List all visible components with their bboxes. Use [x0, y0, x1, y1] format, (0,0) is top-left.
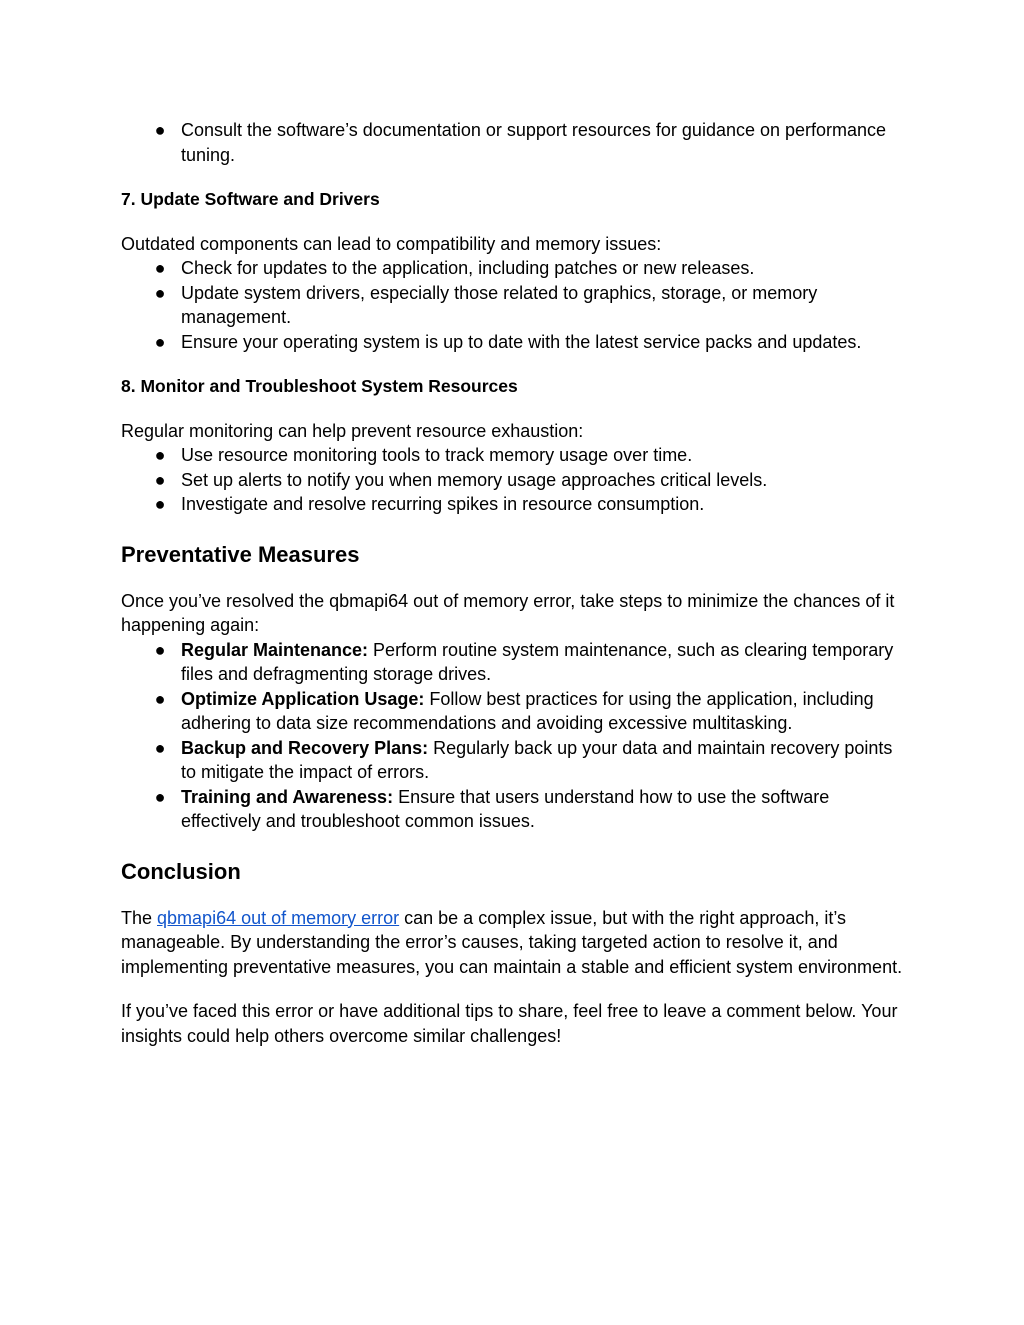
bullet-icon: ● — [154, 331, 166, 352]
section-8-heading: 8. Monitor and Troubleshoot System Resources — [121, 376, 518, 396]
bullet-icon: ● — [154, 688, 166, 709]
list-item-label: Regular Maintenance: — [181, 639, 369, 660]
list-item — [121, 785, 906, 834]
list-item-text: Perform routine system maintenance, such as clearing temporary files and defragmenting storage drives. — [181, 639, 894, 684]
conclusion-text-end: can be a complex issue, but with the right approach, it’s manageable. By understanding the error’s causes, taking targeted action to resolve it, and implementing preventative measures, you can maintain a stable and efficient system environment. — [121, 907, 903, 977]
preventative-intro: Once you’ve resolved the qbmapi64 out of memory error, take steps to minimize the chances of it happening again: — [121, 590, 895, 635]
list-item — [121, 468, 906, 493]
list-item — [121, 281, 906, 330]
conclusion-text-start: The — [121, 907, 158, 928]
section-8-list — [121, 443, 906, 517]
bullet-icon: ● — [154, 282, 166, 303]
list-item-label: Optimize Application Usage: — [181, 688, 425, 709]
list-item-text: Regularly back up your data and maintain recovery points to mitigate the impact of errors. — [181, 737, 893, 782]
list-item-text: Consult the software’s documentation or support resources for guidance on performance tuning. — [181, 120, 887, 165]
closing-paragraph: If you’ve faced this error or have additional tips to share, feel free to leave a comment below. Your insights could help others overcome similar challenges! — [121, 1001, 898, 1046]
bullet-icon: ● — [154, 258, 166, 278]
conclusion-heading: Conclusion — [121, 858, 241, 884]
section-7-list — [121, 256, 906, 354]
list-item — [121, 492, 906, 517]
section-7-heading: 7. Update Software and Drivers — [121, 189, 380, 209]
bullet-icon: ● — [154, 494, 166, 514]
list-item — [121, 330, 906, 355]
bullet-icon: ● — [154, 737, 166, 758]
qbmapi64-error-link[interactable]: qbmapi64 out of memory error — [157, 907, 400, 928]
list-item-label: Backup and Recovery Plans: — [181, 737, 429, 758]
list-item-text: Set up alerts to notify you when memory usage approaches critical levels. — [181, 469, 768, 490]
list-item — [121, 736, 906, 785]
list-item-text: Update system drivers, especially those related to graphics, storage, or memory management. — [181, 282, 818, 327]
bullet-icon: ● — [154, 639, 166, 660]
list-item — [121, 443, 906, 468]
list-item-text: Use resource monitoring tools to track memory usage over time. — [181, 445, 693, 465]
list-item-label: Training and Awareness: — [181, 786, 394, 807]
bullet-icon: ● — [154, 445, 166, 465]
list-item-text: Ensure that users understand how to use the software effectively and troubleshoot common issues. — [181, 786, 830, 831]
document-page — [121, 118, 906, 1048]
list-item-text: Check for updates to the application, including patches or new releases. — [181, 258, 755, 278]
list-item — [121, 687, 906, 736]
bullet-icon: ● — [154, 786, 166, 807]
list-item-text: Follow best practices for using the application, including adhering to data size recommendations and avoiding excessive multitasking. — [181, 688, 874, 733]
top-bullet-list — [121, 118, 906, 167]
section-7-intro: Outdated components can lead to compatibility and memory issues: — [121, 233, 662, 254]
section-8-intro: Regular monitoring can help prevent resource exhaustion: — [121, 420, 584, 441]
list-item-text: Investigate and resolve recurring spikes in resource consumption. — [181, 494, 705, 514]
conclusion-paragraph — [121, 906, 906, 980]
bullet-icon: ● — [154, 120, 166, 140]
bullet-icon: ● — [154, 469, 166, 490]
list-item — [121, 118, 906, 167]
list-item — [121, 256, 906, 281]
list-item — [121, 638, 906, 687]
preventative-measures-heading: Preventative Measures — [121, 541, 360, 567]
preventative-list — [121, 638, 906, 834]
list-item-text: Ensure your operating system is up to date with the latest service packs and updates. — [181, 331, 862, 352]
